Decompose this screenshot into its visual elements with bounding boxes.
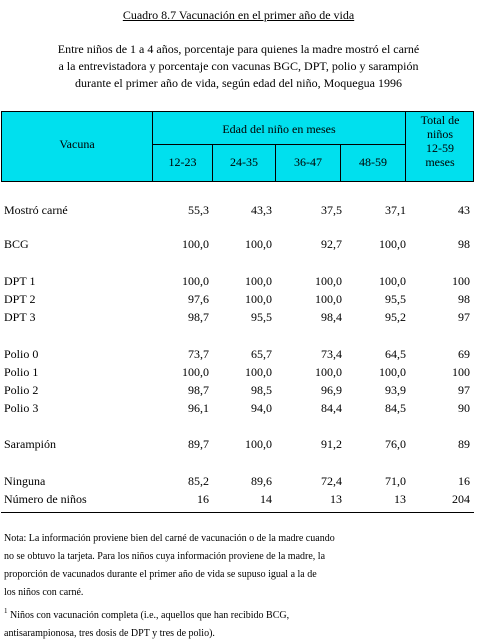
cell-value: 16 xyxy=(197,492,209,506)
cell-value: 100,0 xyxy=(379,365,406,379)
cell-value: 85,2 xyxy=(188,474,209,488)
table-row xyxy=(0,347,477,365)
cell-value: 13 xyxy=(330,492,342,506)
cell-value: 100,0 xyxy=(245,292,272,306)
cell-value: 98 xyxy=(458,237,470,251)
table-row xyxy=(0,383,477,401)
table-row xyxy=(0,401,477,419)
table-row xyxy=(0,492,477,510)
cell-value: 100,0 xyxy=(379,274,406,288)
table-row xyxy=(0,365,477,383)
note-line: antisarampionosa, tres dosis de DPT y tres de polio). xyxy=(4,628,215,639)
cell-value: 100,0 xyxy=(245,237,272,251)
header-total-line: meses xyxy=(425,155,455,169)
note-line: no se obtuvo la tarjeta. Para los niños cuya información proviene de la madre, la xyxy=(4,551,326,562)
cell-value: 100,0 xyxy=(245,365,272,379)
cell-value: 95,5 xyxy=(251,310,272,324)
note-line: proporción de vacunados durante el primer año de vida se supuso igual a la de xyxy=(4,569,317,580)
row-label: DPT 1 xyxy=(4,274,36,288)
cell-value: 16 xyxy=(458,474,470,488)
note-line: Nota: La información proviene bien del carné de vacunación o de la madre cuando xyxy=(4,533,335,544)
cell-value: 96,9 xyxy=(321,383,342,397)
cell-value: 100,0 xyxy=(315,365,342,379)
cell-value: 100,0 xyxy=(182,274,209,288)
header-total-line: 12-59 xyxy=(426,141,454,155)
header-age: 48-59 xyxy=(359,155,387,169)
cell-value: 84,5 xyxy=(385,401,406,415)
cell-value: 71,0 xyxy=(385,474,406,488)
cell-value: 98,7 xyxy=(188,310,209,324)
cell-value: 76,0 xyxy=(385,437,406,451)
header-age: 24-35 xyxy=(230,155,258,169)
cell-value: 95,2 xyxy=(385,310,406,324)
header-total-line: niños xyxy=(426,127,453,141)
cell-value: 97 xyxy=(458,383,470,397)
cell-value: 73,7 xyxy=(188,347,209,361)
cell-value: 97,6 xyxy=(188,292,209,306)
cell-value: 37,5 xyxy=(321,203,342,217)
cell-value: 100,0 xyxy=(315,292,342,306)
row-label: Polio 3 xyxy=(4,401,39,415)
header-divider xyxy=(152,144,406,145)
cell-value: 100,0 xyxy=(245,437,272,451)
cell-value: 43 xyxy=(458,203,470,217)
cell-value: 96,1 xyxy=(188,401,209,415)
table-row xyxy=(0,310,477,328)
row-label: Número de niños xyxy=(4,492,87,506)
row-label: DPT 2 xyxy=(4,292,36,306)
cell-value: 98,5 xyxy=(251,383,272,397)
cell-value: 73,4 xyxy=(321,347,342,361)
footnote-mark: 1 xyxy=(4,607,8,615)
row-label: BCG xyxy=(4,237,29,251)
cell-value: 84,4 xyxy=(321,401,342,415)
table-row xyxy=(0,292,477,310)
row-label: Polio 1 xyxy=(4,365,39,379)
cell-value: 89,7 xyxy=(188,437,209,451)
table-row xyxy=(0,437,477,455)
cell-value: 64,5 xyxy=(385,347,406,361)
cell-value: 92,7 xyxy=(321,237,342,251)
header-age: 12-23 xyxy=(168,155,197,169)
header-age: 36-47 xyxy=(294,155,322,169)
cell-value: 93,9 xyxy=(385,383,406,397)
cell-value: 100,0 xyxy=(182,237,209,251)
row-label: Ninguna xyxy=(4,474,46,488)
header-total xyxy=(406,113,474,169)
header-total-line: Total de xyxy=(420,113,460,127)
table-subtitle xyxy=(0,41,477,92)
subtitle-line: Entre niños de 1 a 4 años, porcentaje para quienes la madre mostró el carné xyxy=(57,42,420,56)
table-notes xyxy=(4,530,474,643)
cell-value: 98,4 xyxy=(321,310,342,324)
footnote-text: Niños con vacunación completa (i.e., aquellos que han recibido BCG, xyxy=(7,610,290,621)
cell-value: 89,6 xyxy=(251,474,272,488)
cell-value: 43,3 xyxy=(251,203,272,217)
cell-value: 55,3 xyxy=(188,203,209,217)
subtitle-line: durante el primer año de vida, según edad del niño, Moquegua 1996 xyxy=(75,76,402,90)
cell-value: 98,7 xyxy=(188,383,209,397)
cell-value: 14 xyxy=(260,492,272,506)
cell-value: 91,2 xyxy=(321,437,342,451)
cell-value: 69 xyxy=(458,347,470,361)
table-row xyxy=(0,203,477,221)
cell-value: 100,0 xyxy=(379,237,406,251)
cell-value: 100 xyxy=(452,365,470,379)
cell-value: 65,7 xyxy=(251,347,272,361)
cell-value: 204 xyxy=(452,492,470,506)
note-line: los niños con carné. xyxy=(4,587,84,598)
cell-value: 95,5 xyxy=(385,292,406,306)
row-label: Sarampión xyxy=(4,437,56,451)
row-label: Polio 0 xyxy=(4,347,39,361)
table-row xyxy=(0,474,477,492)
cell-value: 100,0 xyxy=(182,365,209,379)
cell-value: 100,0 xyxy=(245,274,272,288)
table-row xyxy=(0,274,477,292)
cell-value: 89 xyxy=(458,437,470,451)
cell-value: 94,0 xyxy=(251,401,272,415)
row-label: DPT 3 xyxy=(4,310,36,324)
cell-value: 72,4 xyxy=(321,474,342,488)
header-edad: Edad del niño en meses xyxy=(222,122,336,136)
table-row xyxy=(0,237,477,255)
note-line xyxy=(4,602,474,625)
header-vacuna: Vacuna xyxy=(59,137,95,151)
row-label: Polio 2 xyxy=(4,383,39,397)
cell-value: 97 xyxy=(458,310,470,324)
cell-value: 100,0 xyxy=(315,274,342,288)
cell-value: 37,1 xyxy=(385,203,406,217)
cell-value: 98 xyxy=(458,292,470,306)
row-label: Mostró carné xyxy=(4,203,68,217)
cell-value: 100 xyxy=(452,274,470,288)
subtitle-line: a la entrevistadora y porcentaje con vacunas BGC, DPT, polio y sarampión xyxy=(58,59,419,73)
cell-value: 90 xyxy=(458,401,470,415)
table-bottom-rule xyxy=(1,512,474,513)
table-title: Cuadro 8.7 Vacunación en el primer año de vida xyxy=(122,8,355,22)
cell-value: 13 xyxy=(394,492,406,506)
